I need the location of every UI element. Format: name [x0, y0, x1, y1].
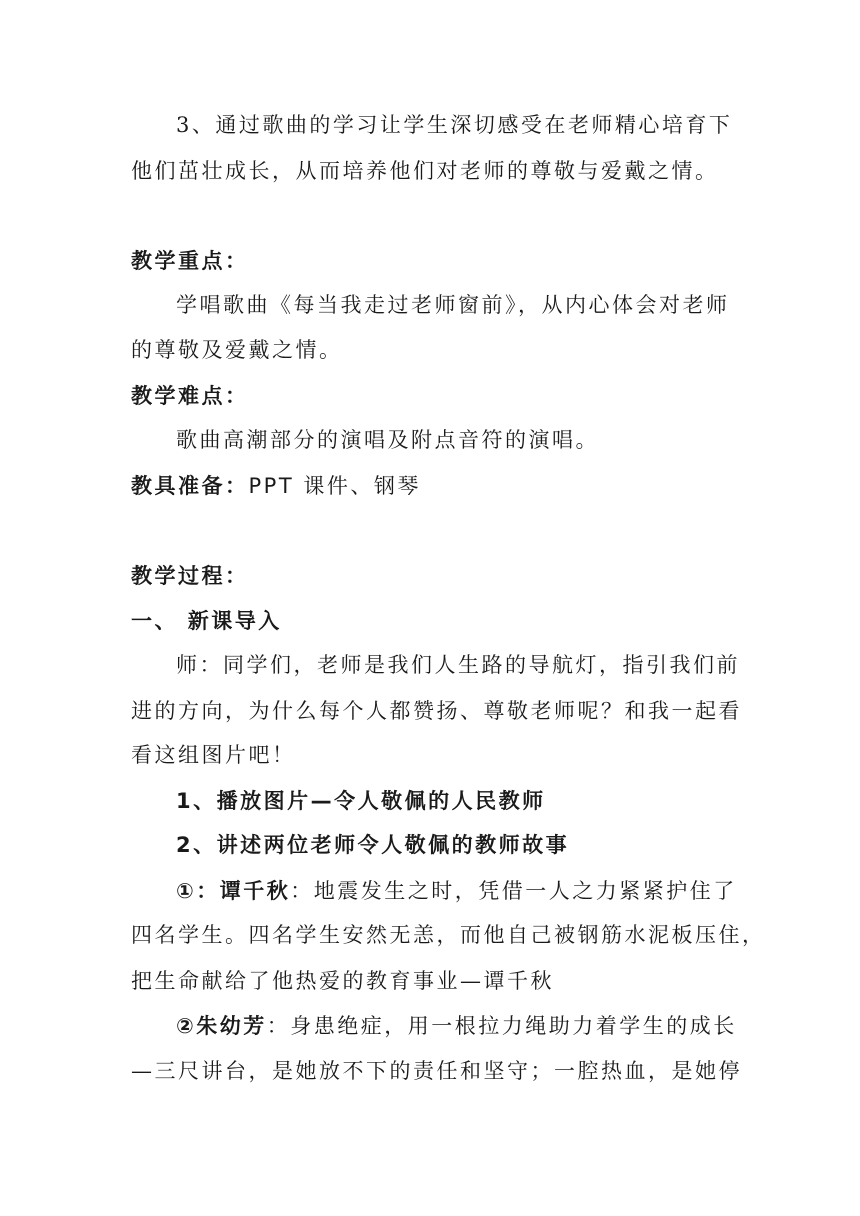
- story-1-line-1: [176, 876, 737, 906]
- key-point-line-2: 的尊敬及爱戴之情。: [131, 338, 343, 362]
- teacher-intro-line-2: 进的方向，为什么每个人都赞扬、尊敬老师呢？和我一起看: [131, 699, 742, 723]
- teacher-intro-line-1: 师：同学们，老师是我们人生路的导航灯，指引我们前: [176, 653, 740, 677]
- story-1-label: ①：谭千秋: [176, 879, 291, 903]
- difficulty-line-1: 歌曲高潮部分的演唱及附点音符的演唱。: [176, 428, 599, 452]
- objective-3-line-2: 他们茁壮成长，从而培养他们对老师的尊敬与爱戴之情。: [131, 159, 719, 183]
- story-1-line-3: 把生命献给了他热爱的教育事业—谭千秋: [131, 969, 554, 993]
- materials-line: [131, 471, 421, 501]
- key-point-line-1: 学唱歌曲《每当我走过老师窗前》，从内心体会对老师: [176, 293, 730, 317]
- story-2-line-1: [176, 1011, 737, 1041]
- story-2-label: ②朱幼芳: [176, 1014, 267, 1038]
- story-1-line-2: 四名学生。四名学生安然无恙，而他自己被钢筋水泥板压住，: [131, 923, 766, 947]
- step-2: 2、讲述两位老师令人敬佩的教师故事: [176, 833, 570, 857]
- step-1: 1、播放图片—令人敬佩的人民教师: [176, 789, 546, 813]
- materials-value: PPT 课件、钢琴: [248, 474, 421, 498]
- story-1-text: ：地震发生之时，凭借一人之力紧紧护住了: [290, 879, 737, 903]
- materials-heading: 教具准备：: [131, 474, 249, 498]
- teacher-intro-line-3: 看这组图片吧！: [131, 743, 296, 767]
- process-heading: 教学过程：: [131, 564, 249, 588]
- story-2-text: ：身患绝症，用一根拉力绳助力着学生的成长: [266, 1014, 737, 1038]
- difficulty-heading: 教学难点：: [131, 384, 249, 408]
- story-2-line-2: —三尺讲台，是她放不下的责任和坚守；一腔热血，是她停: [131, 1059, 742, 1083]
- key-point-heading: 教学重点：: [131, 249, 249, 273]
- section-1-title: 一、 新课导入: [131, 609, 282, 633]
- objective-3-line-1: 3、通过歌曲的学习让学生深切感受在老师精心培育下: [176, 113, 733, 137]
